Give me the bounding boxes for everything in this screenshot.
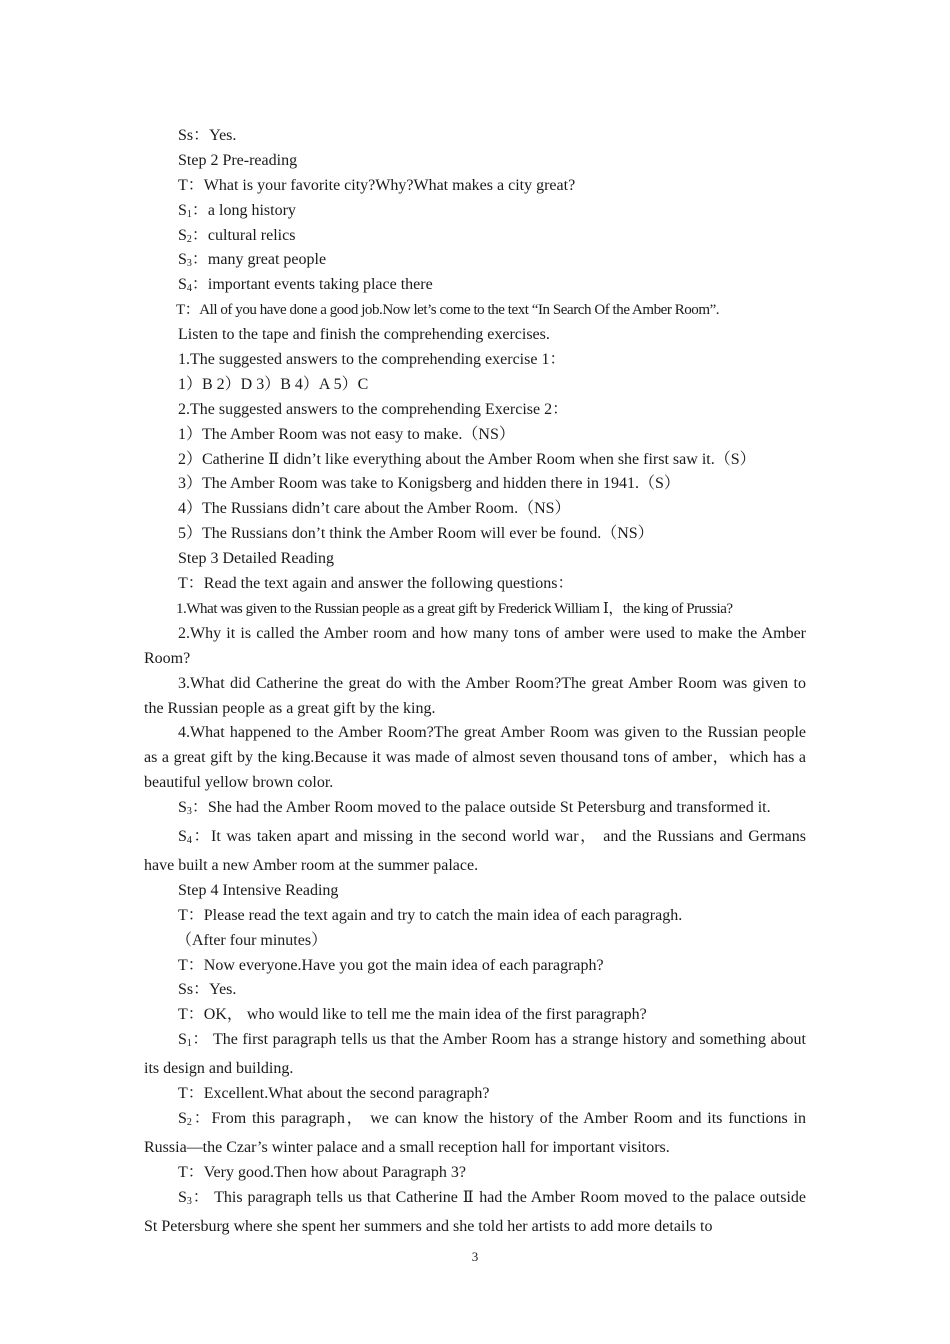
answer-heading: 1.The suggested answers to the comprehending exercise 1：	[178, 351, 566, 369]
dialogue-text: ：She had the Amber Room moved to the palace outside St Petersburg and transformed it.	[191, 799, 771, 817]
speaker: S	[178, 1031, 187, 1049]
speaker-number: 4	[186, 835, 192, 847]
dialogue-line: T：Very good.Then how about Paragraph 3?	[178, 1163, 466, 1181]
speaker: S	[178, 201, 187, 219]
document-page	[144, 124, 806, 1239]
dialogue-line: T：Read the text again and answer the following questions：	[178, 575, 574, 593]
stage-direction: （After four minutes）	[176, 931, 328, 949]
dialogue-line: T：What is your favorite city?Why?What makes a city great?	[178, 176, 576, 194]
speaker-number: 2	[186, 233, 192, 245]
dialogue-line	[144, 248, 806, 273]
question-line: 1.What was given to the Russian people as a great gift by Frederick William Ⅰ，the king of Prussia?	[176, 600, 733, 617]
question-paragraph: 4.What happened to the Amber Room?The great Amber Room was given to the Russian people as a great gift by the king.Because it was made of almost seven thousand tons of amber，which has a beautiful yellow brown color.	[144, 724, 806, 792]
dialogue-line: T：OK， who would like to tell me the main idea of the first paragraph?	[178, 1006, 647, 1024]
speaker-number: 2	[186, 1116, 192, 1128]
speaker: S	[178, 828, 187, 846]
dialogue-line	[144, 273, 806, 298]
speaker: S	[178, 226, 187, 244]
section-heading: Step 4 Intensive Reading	[178, 881, 339, 899]
speaker-number: 3	[186, 806, 192, 818]
speaker-number: 1	[186, 208, 192, 220]
speaker-number: 4	[186, 283, 192, 295]
answer-line: 1）B 2）D 3）B 4）A 5）C	[178, 375, 369, 393]
question-paragraph: 2.Why it is called the Amber room and how many tons of amber were used to make the Amber Room?	[144, 624, 806, 667]
dialogue-paragraph	[144, 1028, 806, 1082]
dialogue-paragraph	[144, 1107, 806, 1161]
dialogue-paragraph	[144, 825, 806, 879]
dialogue-line: T：Excellent.What about the second paragraph?	[178, 1085, 490, 1103]
dialogue-paragraph	[144, 1186, 806, 1240]
instruction-line: Listen to the tape and finish the comprehending exercises.	[178, 326, 550, 344]
speaker: S	[178, 1188, 187, 1206]
answer-line: 4）The Russians didn’t care about the Amber Room.（NS）	[178, 500, 571, 518]
page-number: 3	[471, 1249, 479, 1264]
speaker-number: 1	[186, 1038, 192, 1050]
speaker: S	[178, 251, 187, 269]
speaker-number: 3	[186, 1195, 192, 1207]
answer-line: 3）The Amber Room was take to Konigsberg and hidden there in 1941.（S）	[178, 475, 680, 493]
dialogue-line: Ss：Yes.	[178, 127, 237, 144]
speaker-number: 3	[186, 258, 192, 270]
dialogue-text: ：cultural relics	[191, 226, 296, 244]
dialogue-line: Ss：Yes.	[178, 981, 237, 999]
dialogue-text: ： The first paragraph tells us that the Amber Room has a strange history and something about its design and building.	[144, 1031, 806, 1078]
dialogue-line: T：Now everyone.Have you got the main idea of each paragraph?	[178, 956, 604, 974]
dialogue-text: ：important events taking place there	[191, 276, 433, 294]
speaker: S	[178, 799, 187, 817]
section-heading: Step 2 Pre-reading	[178, 151, 298, 169]
speaker: S	[178, 1109, 187, 1127]
dialogue-text: ：many great people	[191, 251, 327, 269]
speaker: S	[178, 276, 187, 294]
answer-heading: 2.The suggested answers to the comprehending Exercise 2：	[178, 400, 569, 418]
dialogue-line: T：Please read the text again and try to catch the main idea of each paragragh.	[178, 906, 683, 924]
answer-line: 2）Catherine Ⅱ didn’t like everything about the Amber Room when she first saw it.（S）	[178, 450, 756, 468]
dialogue-text: ：From this paragraph， we can know the history of the Amber Room and its functions in Russia—the Czar’s winter palace and a small reception hall for important visitors.	[144, 1109, 806, 1156]
question-paragraph: 3.What did Catherine the great do with the Amber Room?The great Amber Room was given to the Russian people as a great gift by the king.	[144, 674, 806, 717]
dialogue-text: ： This paragraph tells us that Catherine Ⅱ had the Amber Room moved to the palace outside St Petersburg where she spent her summers and she told her artists to add more details to	[144, 1188, 806, 1235]
dialogue-paragraph	[144, 796, 806, 825]
dialogue-text: ：a long history	[191, 201, 296, 219]
dialogue-text: ：It was taken apart and missing in the second world war， and the Russians and Germans have built a new Amber room at the summer palace.	[144, 828, 806, 874]
dialogue-line: T：All of you have done a good job.Now let’s come to the text “In Search Of the Amber Room”.	[176, 302, 720, 319]
dialogue-line	[144, 199, 806, 224]
dialogue-line	[144, 224, 806, 249]
section-heading: Step 3 Detailed Reading	[178, 550, 334, 568]
answer-line: 1）The Amber Room was not easy to make.（NS）	[178, 425, 515, 443]
answer-line: 5）The Russians don’t think the Amber Room will ever be found.（NS）	[178, 525, 654, 543]
